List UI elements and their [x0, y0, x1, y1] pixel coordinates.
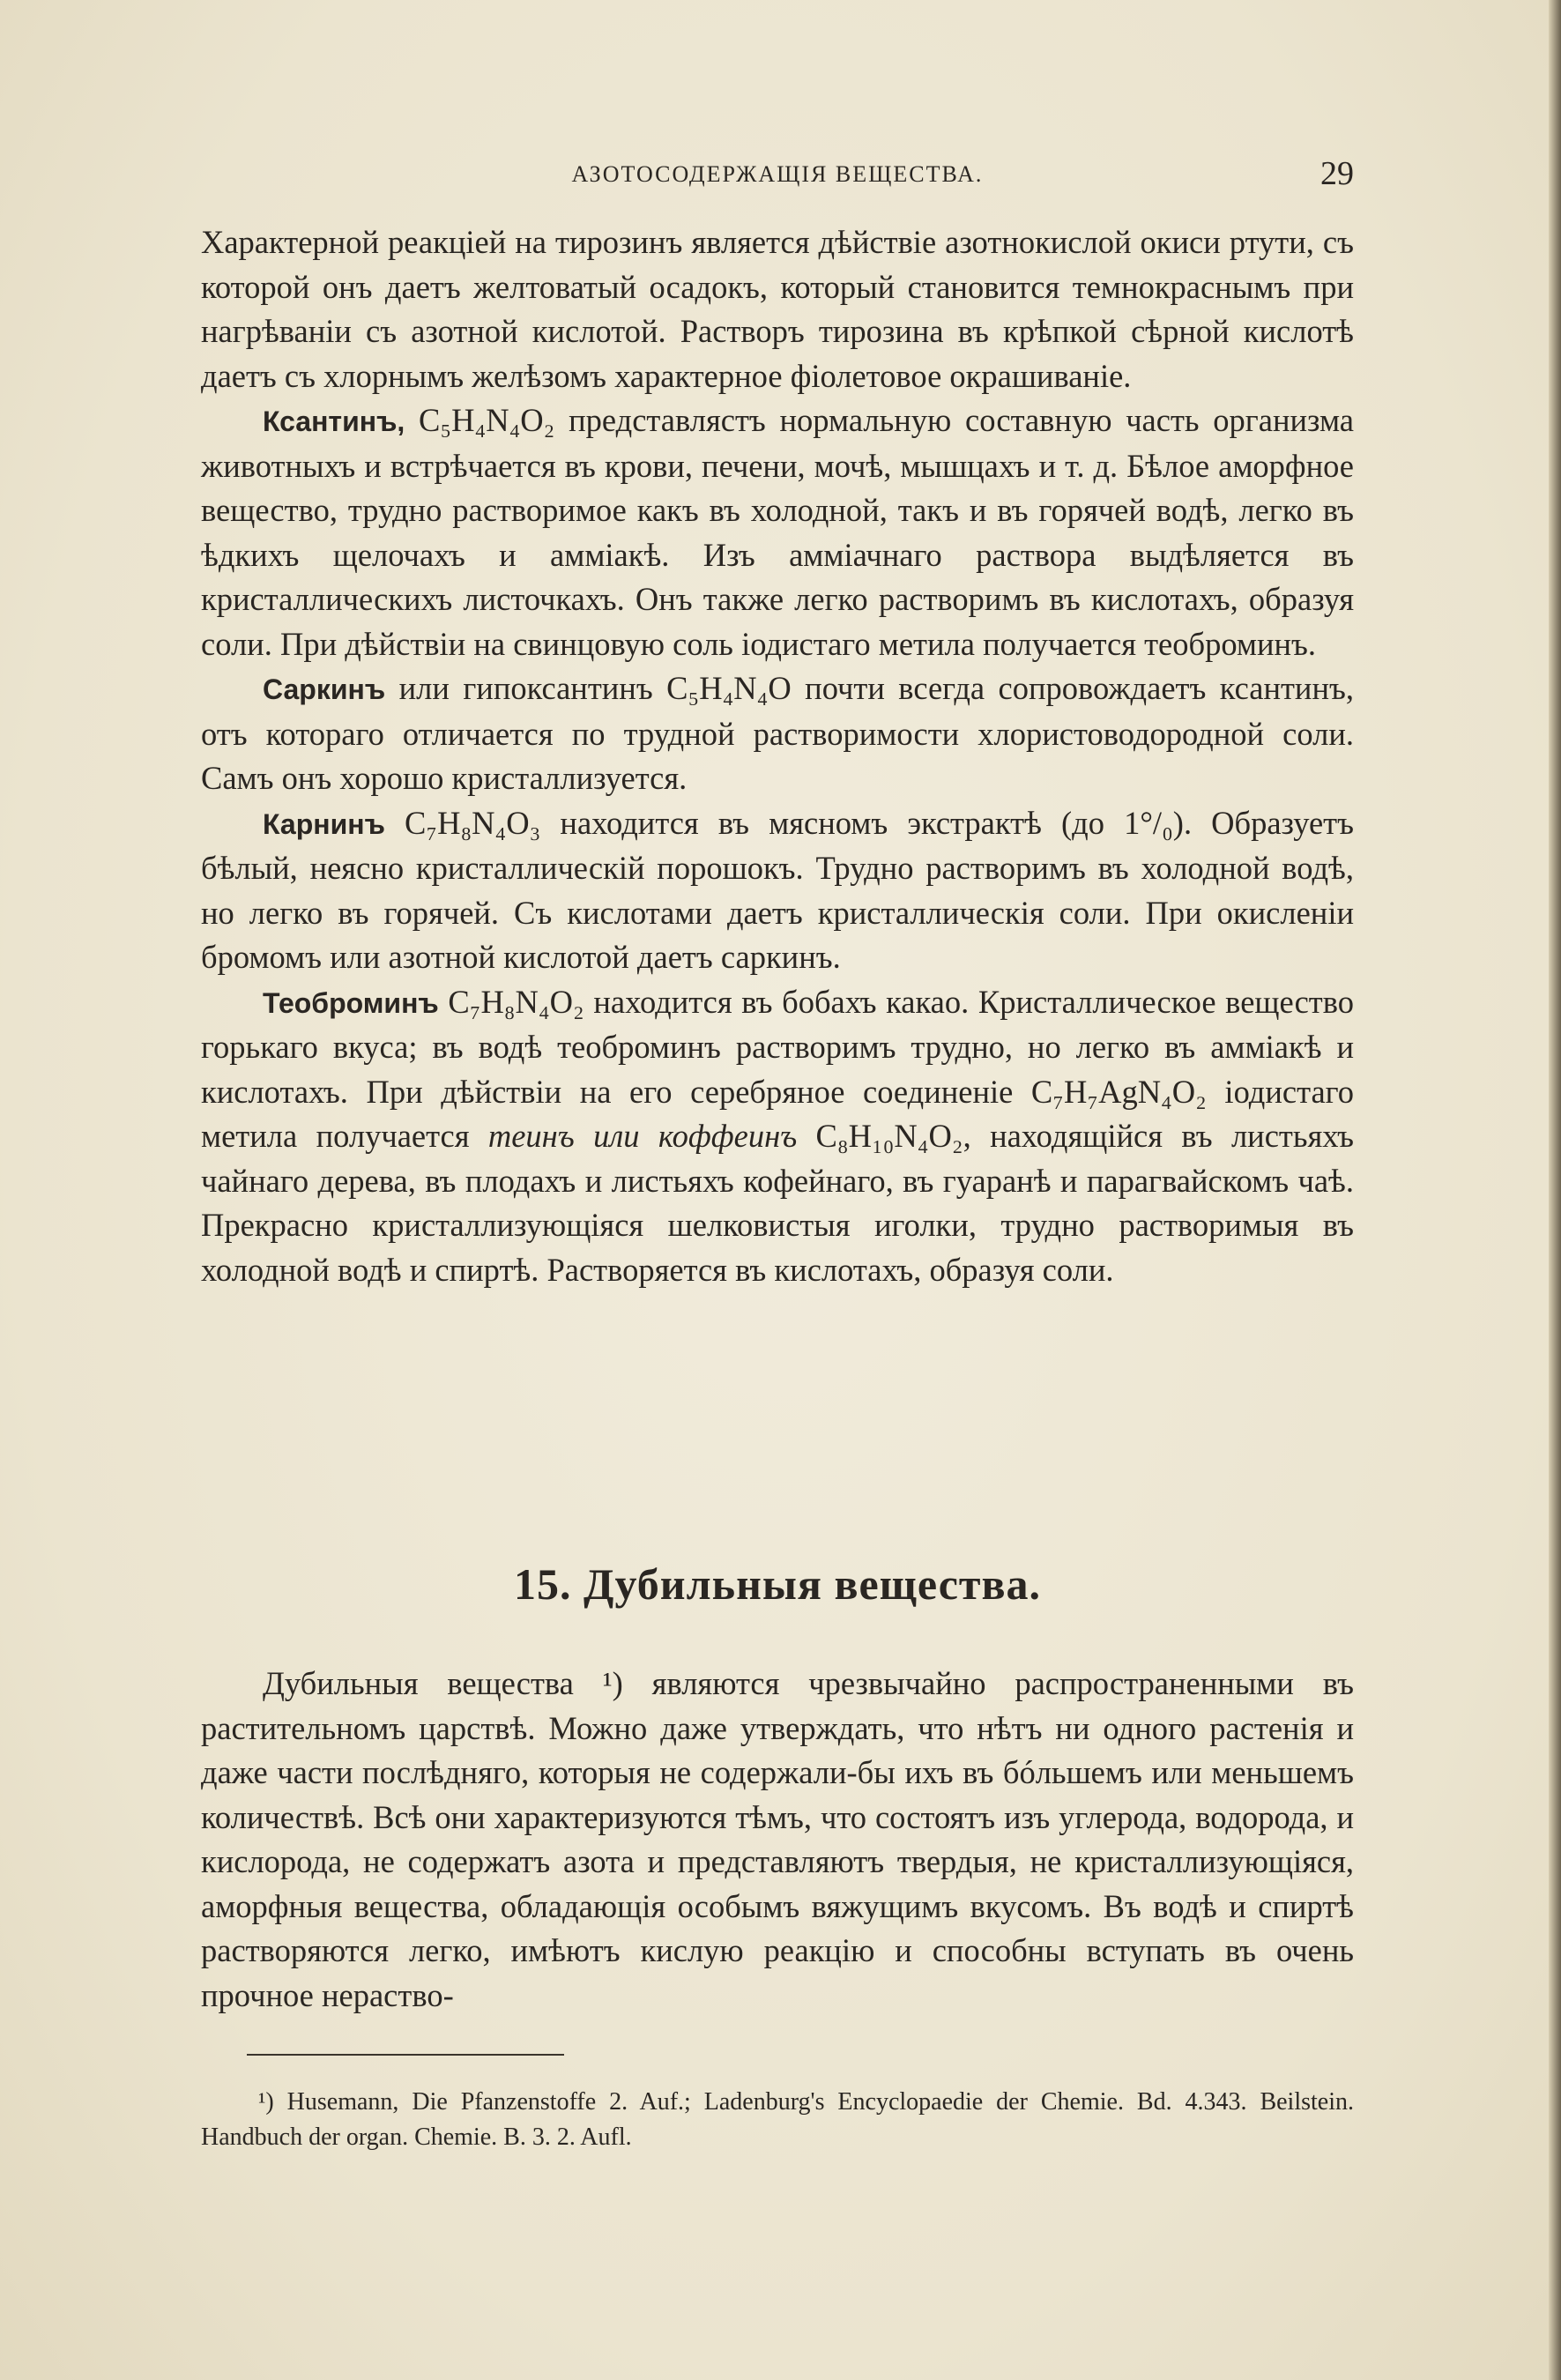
- footnote-reference[interactable]: ¹): [602, 1665, 623, 1701]
- paragraph-sarcine: [201, 666, 1354, 801]
- paragraph-theobromine: [201, 980, 1354, 1293]
- section-heading: 15. Дубильныя вещества.: [514, 1559, 1041, 1609]
- page-edge-shadow: [1549, 0, 1561, 2380]
- paragraph-text: C₇H₈N₄O₃ находится въ мясномъ экстрактѣ (до 1°/₀). Образуетъ бѣлый, неясно кристаллическій порошокъ. Трудно растворимъ въ холодной водѣ, но легко въ горячей. Съ кислотами даетъ кристаллическія соли. При окисленіи бромомъ или азотной кислотой даетъ саркинъ.: [201, 804, 1354, 975]
- italic-theine-caffeine: теинъ или коффеинъ: [487, 1118, 798, 1154]
- footnote-text: Husemann, Die Pfanzenstoffe 2. Auf.; Ladenburg's Encyclopaedie der Chemie. Bd. 4.343. Beilstein. Handbuch der organ. Chemie. B. 3. 2. Aufl.: [201, 2088, 1354, 2151]
- paragraph-text: C₇H₈N₄O₂ находится въ бобахъ какао. Кристаллическое вещество горькаго вкуса; въ водѣ теоброминъ растворимъ трудно, но легко въ амміакѣ и кислотахъ. При дѣйствіи на его серебряное соединеніе C₇H₇AgN₄O₂ іодистаго метила получается: [201, 983, 1354, 1154]
- section-text-block: [201, 1662, 1354, 2018]
- footnote-divider: [247, 2054, 564, 2056]
- term-xanthine: Ксантинъ,: [263, 405, 405, 437]
- running-header: [201, 154, 1354, 198]
- paragraph-text: являются чрезвычайно распространенными въ растительномъ царствѣ. Можно даже утверждать, что нѣтъ ни одного растенія и даже части послѣдняго, которыя не содержали-бы ихъ въ бóльшемъ или меньшемъ количествѣ. Всѣ они характеризуются тѣмъ, что состоятъ изъ углерода, водорода, и кислорода, не содержатъ азота и представляютъ твердыя, не кристаллизующіяся, аморфныя вещества, обладающія особымъ вяжущимъ вкусомъ. Въ водѣ и спиртѣ растворяются легко, имѣютъ кислую реакцію и способны вступать въ очень прочное нераство-: [201, 1665, 1354, 2013]
- paragraph-text: Дубильныя вещества: [263, 1665, 603, 1701]
- paragraph-tannins: [201, 1662, 1354, 2018]
- term-theobromine: Теоброминъ: [263, 986, 439, 1019]
- footnotes: [201, 2085, 1354, 2155]
- running-title: АЗОТОСОДЕРЖАЩIЯ ВЕЩЕСТВА.: [571, 161, 984, 187]
- paragraph-carnine: [201, 801, 1354, 980]
- paragraph-tyrosine: [201, 220, 1354, 398]
- footnote-1: [201, 2085, 1354, 2155]
- term-sarcine: Саркинъ: [263, 673, 386, 705]
- paragraph-text: Характерной реакціей на тирозинъ является дѣйствіе азотнокислой окиси ртути, съ которой онъ даетъ желтоватый осадокъ, который становится темнокраснымъ при нагрѣваніи съ азотной кислотой. Растворъ тирозина въ крѣпкой сѣрной кислотѣ даетъ съ хлорнымъ желѣзомъ характерное фіолетовое окрашиваніе.: [201, 224, 1354, 394]
- main-text-block: [201, 220, 1354, 1292]
- paragraph-text: C₅H₄N₄O₂ представлястъ нормальную составную часть организма животныхъ и встрѣчается въ крови, печени, мочѣ, мышцахъ и т. д. Бѣлое аморфное вещество, трудно растворимое какъ въ холодной, такъ и въ горячей водѣ, легко въ ѣдкихъ щелочахъ и амміакѣ. Изъ амміачнаго раствора выдѣляется въ кристаллическихъ листочкахъ. Онъ также легко растворимъ въ кислотахъ, образуя соли. При дѣйствіи на свинцовую соль іодистаго метила получается теоброминъ.: [201, 402, 1354, 662]
- paragraph-xanthine: [201, 398, 1354, 666]
- page-number: 29: [1320, 155, 1354, 192]
- footnote-mark: ¹): [258, 2088, 274, 2116]
- paragraph-text: C₈H₁₀N₄O₂, находящійся въ листьяхъ чайнаго дерева, въ плодахъ и листьяхъ кофейнаго, въ гуаранѣ и парагвайскомъ чаѣ. Прекрасно кристаллизующіяся шелковистыя иголки, трудно растворимыя въ холодной водѣ и спиртѣ. Растворяется въ кислотахъ, образуя соли.: [201, 1118, 1355, 1288]
- paragraph-text: или гипоксантинъ C₅H₄N₄O почти всегда сопровождаетъ ксантинъ, отъ котораго отличается по трудной растворимости хлористоводородной соли. Самъ онъ хорошо кристаллизуется.: [201, 670, 1354, 796]
- term-carnine: Карнинъ: [263, 807, 385, 840]
